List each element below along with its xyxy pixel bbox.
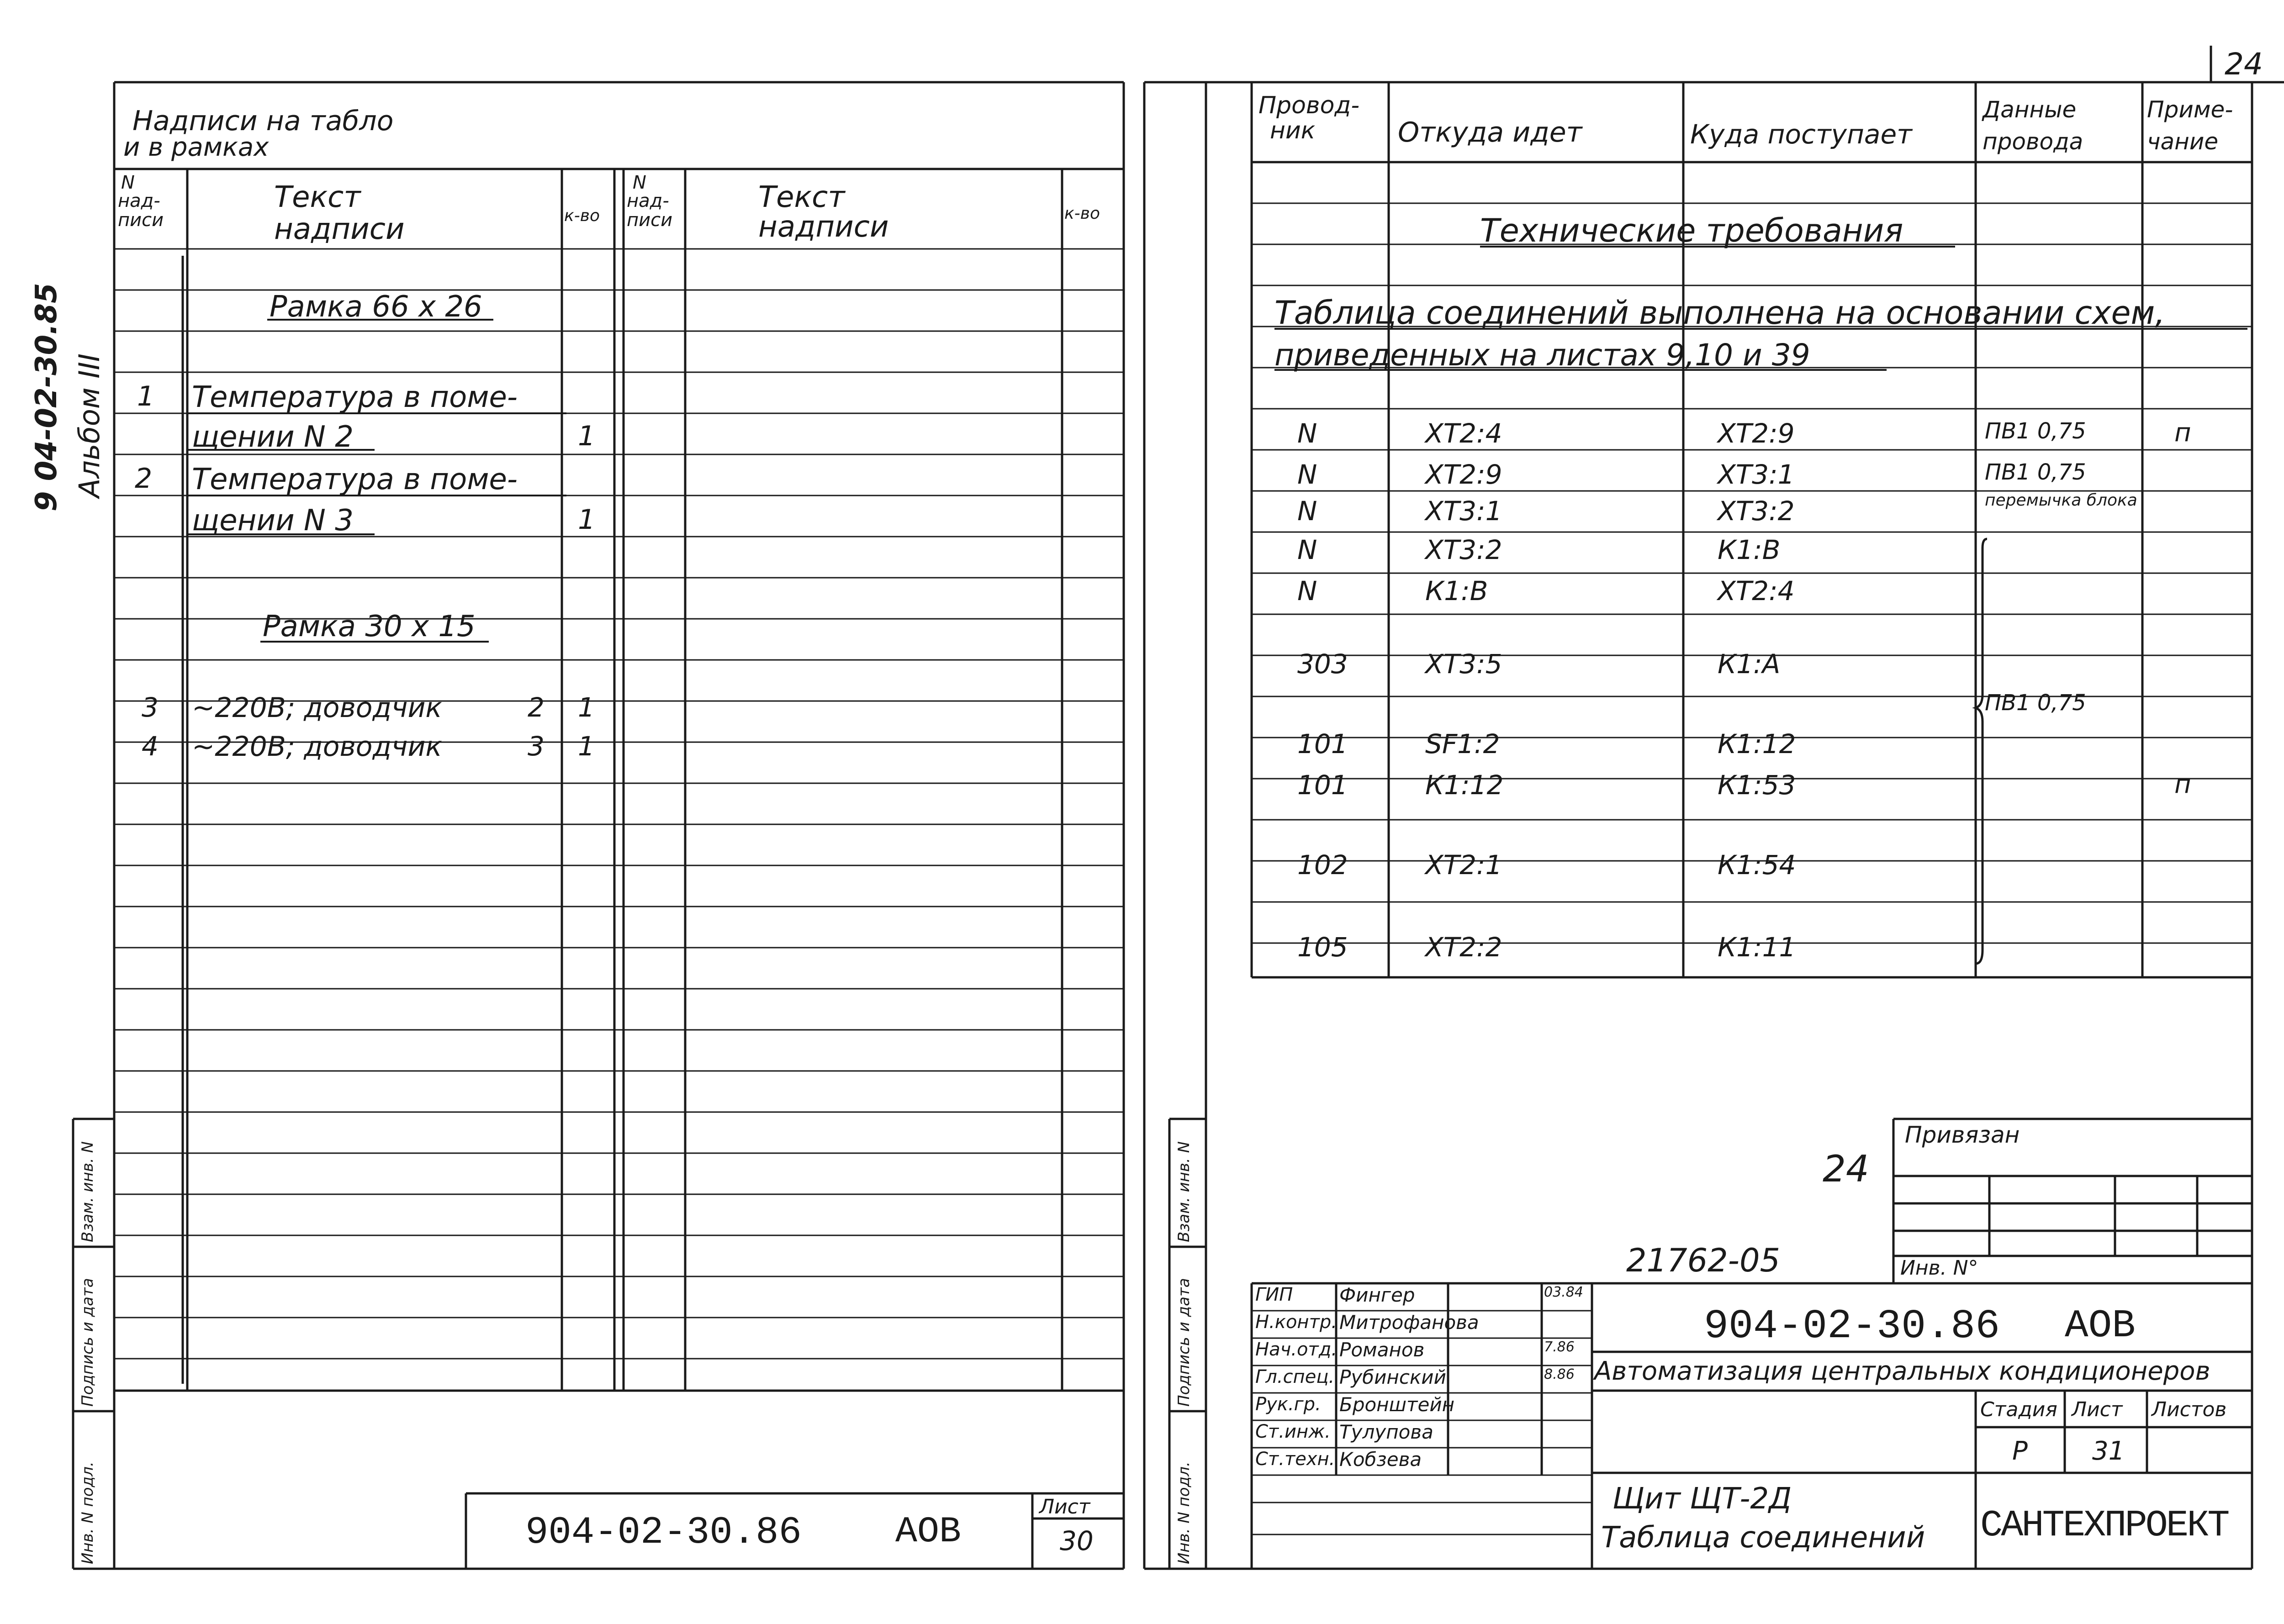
privyazan-number: 24 — [1823, 1148, 1869, 1190]
doc-title: Автоматизация центральных кондиционеров — [1594, 1356, 2210, 1386]
note-line-2: приведенных на листах 9,10 и 39 — [1274, 337, 1810, 373]
conn-row-4-to: К1:В — [1718, 534, 1781, 565]
left-row-5-text: ~220В; доводчик — [192, 692, 442, 724]
left-row-5-qty: 1 — [578, 692, 595, 723]
col-no-3b: писи — [627, 210, 673, 231]
conn-row-10-wire: 102 — [1297, 849, 1348, 881]
left-row-6-text: ~220В; доводчик — [192, 731, 442, 763]
conn-row-11-wire: 105 — [1297, 932, 1348, 963]
col-no-2b: над- — [627, 190, 669, 211]
col-no-2: над- — [118, 190, 160, 211]
left-margin-sign: Подпись и дата — [79, 1278, 97, 1407]
signer-7-role: Ст.техн. — [1255, 1449, 1335, 1470]
privyazan-label: Привязан — [1905, 1122, 2020, 1148]
sheet-label: Лист — [2072, 1398, 2123, 1421]
col-no-1: N — [121, 172, 135, 193]
conn-row-10-from: ХТ2:1 — [1425, 849, 1502, 881]
left-stamp-sheet-label: Лист — [1039, 1495, 1090, 1519]
conn-row-5-to: ХТ2:4 — [1718, 575, 1795, 606]
conn-row-2-wire: N — [1297, 459, 1317, 490]
doc-mark: АОВ — [2065, 1303, 2136, 1348]
hdr-to: Куда поступает — [1690, 119, 1912, 150]
sheet-value: 31 — [2092, 1436, 2125, 1466]
signer-1-name: Фингер — [1339, 1284, 1415, 1306]
conn-row-3-wire: N — [1297, 496, 1317, 527]
left-row-6-no: 4 — [142, 731, 159, 762]
left-row-3-text: Температура в поме- — [192, 463, 518, 496]
conn-row-4-from: ХТ3:2 — [1425, 534, 1502, 565]
signer-3-name: Романов — [1339, 1339, 1425, 1361]
signer-3-date: 7.86 — [1544, 1339, 1575, 1355]
conn-row-11-from: ХТ2:2 — [1425, 932, 1502, 963]
hdr-wire-2: ник — [1270, 117, 1316, 144]
left-margin-inv: Инв. N подл. — [79, 1461, 97, 1564]
conn-row-6-to: К1:А — [1718, 649, 1781, 680]
conn-row-1-note: п — [2174, 418, 2191, 448]
conn-row-9-from: К1:12 — [1425, 770, 1504, 801]
hdr-data-2: провода — [1983, 128, 2083, 155]
left-row-4-qty: 1 — [578, 504, 596, 536]
conn-row-3-data: перемычка блока — [1985, 491, 2137, 510]
signer-3-role: Нач.отд. — [1255, 1339, 1338, 1360]
conn-row-1-wire: N — [1297, 418, 1317, 449]
stage-value: Р — [2012, 1436, 2028, 1466]
hdr-wire-1: Провод- — [1258, 92, 1360, 119]
signer-2-role: Н.контр. — [1255, 1312, 1337, 1333]
signer-4-date: 8.86 — [1544, 1366, 1575, 1382]
conn-row-1-from: ХТ2:4 — [1425, 418, 1502, 449]
doc-code: 904-02-30.86 — [1704, 1303, 2000, 1350]
left-row-6-num: 3 — [528, 731, 545, 762]
inv-no-label: Инв. N° — [1900, 1256, 1978, 1280]
stamp-number: 21762-05 — [1626, 1242, 1781, 1279]
conn-row-9-note: п — [2174, 770, 2191, 799]
signer-5-role: Рук.гр. — [1255, 1394, 1321, 1415]
hdr-note-2: чание — [2147, 128, 2219, 155]
left-header-title-2: и в рамках — [123, 132, 269, 162]
stage-label: Стадия — [1980, 1398, 2057, 1421]
conn-row-5-from: К1:В — [1425, 575, 1488, 606]
left-row-1-no: 1 — [137, 380, 155, 412]
frame-1-label: Рамка 66 х 26 — [270, 290, 482, 324]
signer-5-name: Бронштейн — [1339, 1393, 1455, 1416]
right-margin-replace: Взам. инв. N — [1175, 1141, 1193, 1242]
tech-requirements: Технические требования — [1480, 212, 1903, 249]
conn-row-8-from: SF1:2 — [1425, 728, 1500, 759]
left-row-4-text: щении N 3 — [192, 504, 354, 538]
conn-row-4-wire: N — [1297, 534, 1317, 565]
conn-row-10-to: К1:54 — [1718, 849, 1796, 881]
conn-row-2-data: ПВ1 0,75 — [1985, 459, 2086, 485]
left-row-2-text: щении N 2 — [192, 420, 354, 454]
side-code: 9 04-02-30.85 — [30, 283, 63, 511]
sheets-label: Листов — [2152, 1398, 2227, 1421]
col-no-1b: N — [633, 172, 646, 193]
left-stamp-code: 904-02-30.86 — [525, 1511, 802, 1555]
conn-row-3-to: ХТ3:2 — [1718, 496, 1795, 527]
left-row-5-num: 2 — [528, 692, 545, 723]
col-qty-b: к-во — [1064, 204, 1100, 223]
signer-1-date: 03.84 — [1544, 1284, 1583, 1300]
side-album: Альбом III — [73, 353, 106, 498]
hdr-from: Откуда идет — [1398, 116, 1582, 148]
right-margin-sign: Подпись и дата — [1175, 1278, 1193, 1407]
page-number-top: 24 — [2225, 47, 2263, 82]
col-qty: к-во — [564, 206, 600, 225]
conn-row-7-data: ПВ1 0,75 — [1985, 690, 2086, 716]
left-header-title-1: Надписи на табло — [132, 105, 394, 137]
conn-row-6-from: ХТ3:5 — [1425, 649, 1502, 680]
conn-row-8-wire: 101 — [1297, 728, 1348, 759]
right-margin-inv: Инв. N подл. — [1175, 1461, 1193, 1564]
signer-1-role: ГИП — [1255, 1284, 1293, 1305]
conn-row-2-from: ХТ2:9 — [1425, 459, 1502, 490]
col-no-3: писи — [118, 210, 164, 231]
signer-4-name: Рубинский — [1339, 1366, 1446, 1388]
left-margin-replace: Взам. инв. N — [79, 1141, 97, 1242]
col-text-2b: надписи — [758, 210, 889, 244]
signer-6-name: Тулупова — [1339, 1421, 1433, 1443]
frame-2-label: Рамка 30 х 15 — [263, 610, 476, 643]
signer-4-role: Гл.спец. — [1255, 1366, 1335, 1387]
col-text-1: Текст — [274, 180, 361, 214]
conn-row-9-wire: 101 — [1297, 770, 1348, 801]
hdr-note-1: Приме- — [2147, 96, 2233, 123]
left-row-1-text: Температура в поме- — [192, 380, 518, 414]
hdr-data-1: Данные — [1983, 96, 2077, 123]
left-row-6-qty: 1 — [578, 731, 595, 762]
signer-6-role: Ст.инж. — [1255, 1421, 1331, 1442]
conn-row-3-from: ХТ3:1 — [1425, 496, 1502, 527]
left-row-3-no: 2 — [135, 463, 153, 495]
note-line-1: Таблица соединений выполнена на основании схем, — [1274, 294, 2165, 332]
left-stamp-mark: АОВ — [895, 1511, 962, 1553]
conn-row-1-data: ПВ1 0,75 — [1985, 418, 2086, 444]
left-row-2-qty: 1 — [578, 420, 596, 452]
conn-row-5-wire: N — [1297, 575, 1317, 606]
conn-row-1-to: ХТ2:9 — [1718, 418, 1795, 449]
organization-name: САНТЕХПРОЕКТ — [1980, 1504, 2228, 1547]
signer-7-name: Кобзева — [1339, 1448, 1422, 1471]
conn-row-9-to: К1:53 — [1718, 770, 1796, 801]
conn-row-2-to: ХТ3:1 — [1718, 459, 1795, 490]
conn-row-6-wire: 303 — [1297, 649, 1348, 680]
col-text-1b: Текст — [758, 180, 845, 214]
conn-row-8-to: К1:12 — [1718, 728, 1796, 759]
signer-2-name: Митрофанова — [1339, 1311, 1479, 1334]
drawing-name-1: Щит ЩТ-2Д — [1613, 1482, 1792, 1516]
left-stamp-sheet-no: 30 — [1060, 1525, 1094, 1556]
left-row-5-no: 3 — [142, 692, 159, 723]
drawing-name-2: Таблица соединений — [1601, 1521, 1925, 1555]
conn-row-11-to: К1:11 — [1718, 932, 1796, 963]
col-text-2: надписи — [274, 212, 405, 246]
